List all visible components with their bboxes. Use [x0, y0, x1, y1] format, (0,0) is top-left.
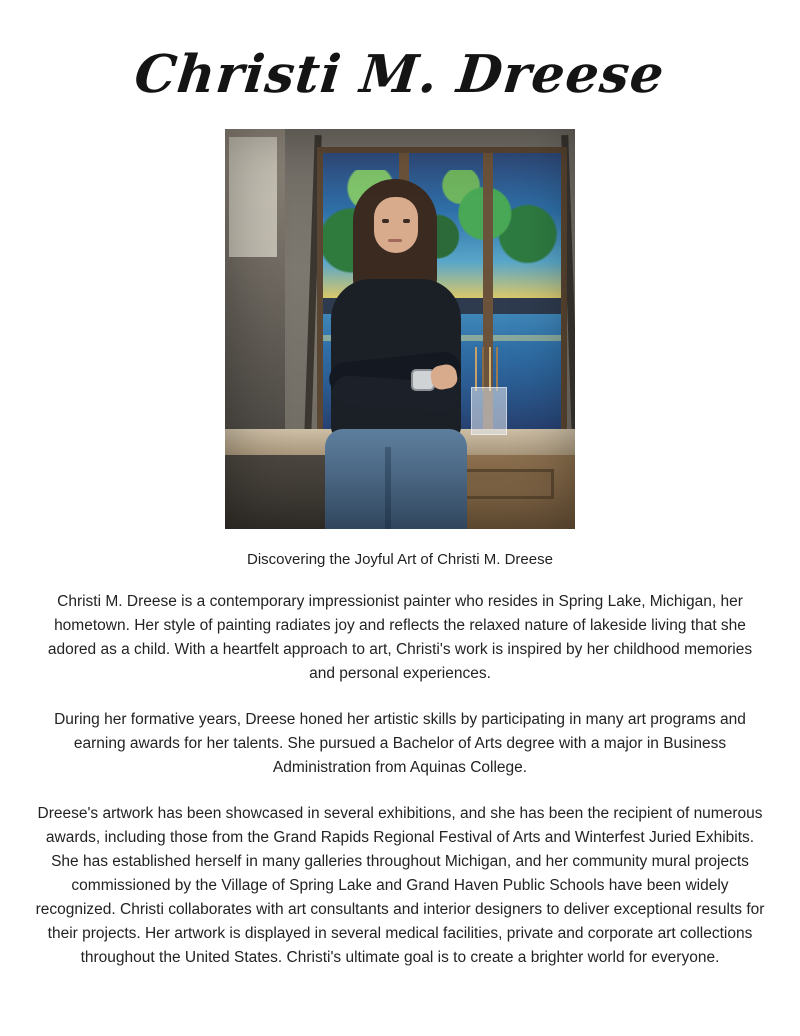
artist-photo	[225, 129, 575, 529]
photo-caption: Discovering the Joyful Art of Christi M. Dreese	[247, 551, 553, 569]
artist-photo-image	[225, 129, 575, 529]
artist-signature-title: Christi M. Dreese	[132, 44, 668, 105]
photo-vignette	[225, 129, 575, 529]
biography-paragraph: Dreese's artwork has been showcased in several exhibitions, and she has been the recipient of numerous awards, including those from the Grand Rapids Regional Festival of Arts and Winterfest Juried Exhibits. She has established herself in many galleries throughout Michigan, and her community mural projects commissioned by the Village of Spring Lake and Grand Haven Public Schools have been widely recognized. Christi collaborates with art consultants and interior designers to deliver exceptional results for their projects. Her artwork is displayed in several medical facilities, private and corporate art collections throughout the United States. Christi's ultimate goal is to create a brighter world for everyone.	[35, 805, 765, 967]
biography-body	[35, 590, 765, 970]
biography-paragraph: Christi M. Dreese is a contemporary impressionist painter who resides in Spring Lake, Michigan, her hometown. Her style of painting radiates joy and reflects the relaxed nature of lakeside living that she adored as a child. With a heartfelt approach to art, Christi's work is inspired by her childhood memories and personal experiences.	[47, 593, 753, 683]
biography-paragraph: During her formative years, Dreese honed her artistic skills by participating in many art programs and earning awards for her talents. She pursued a Bachelor of Arts degree with a major in Business Administration from Aquinas College.	[54, 711, 746, 777]
